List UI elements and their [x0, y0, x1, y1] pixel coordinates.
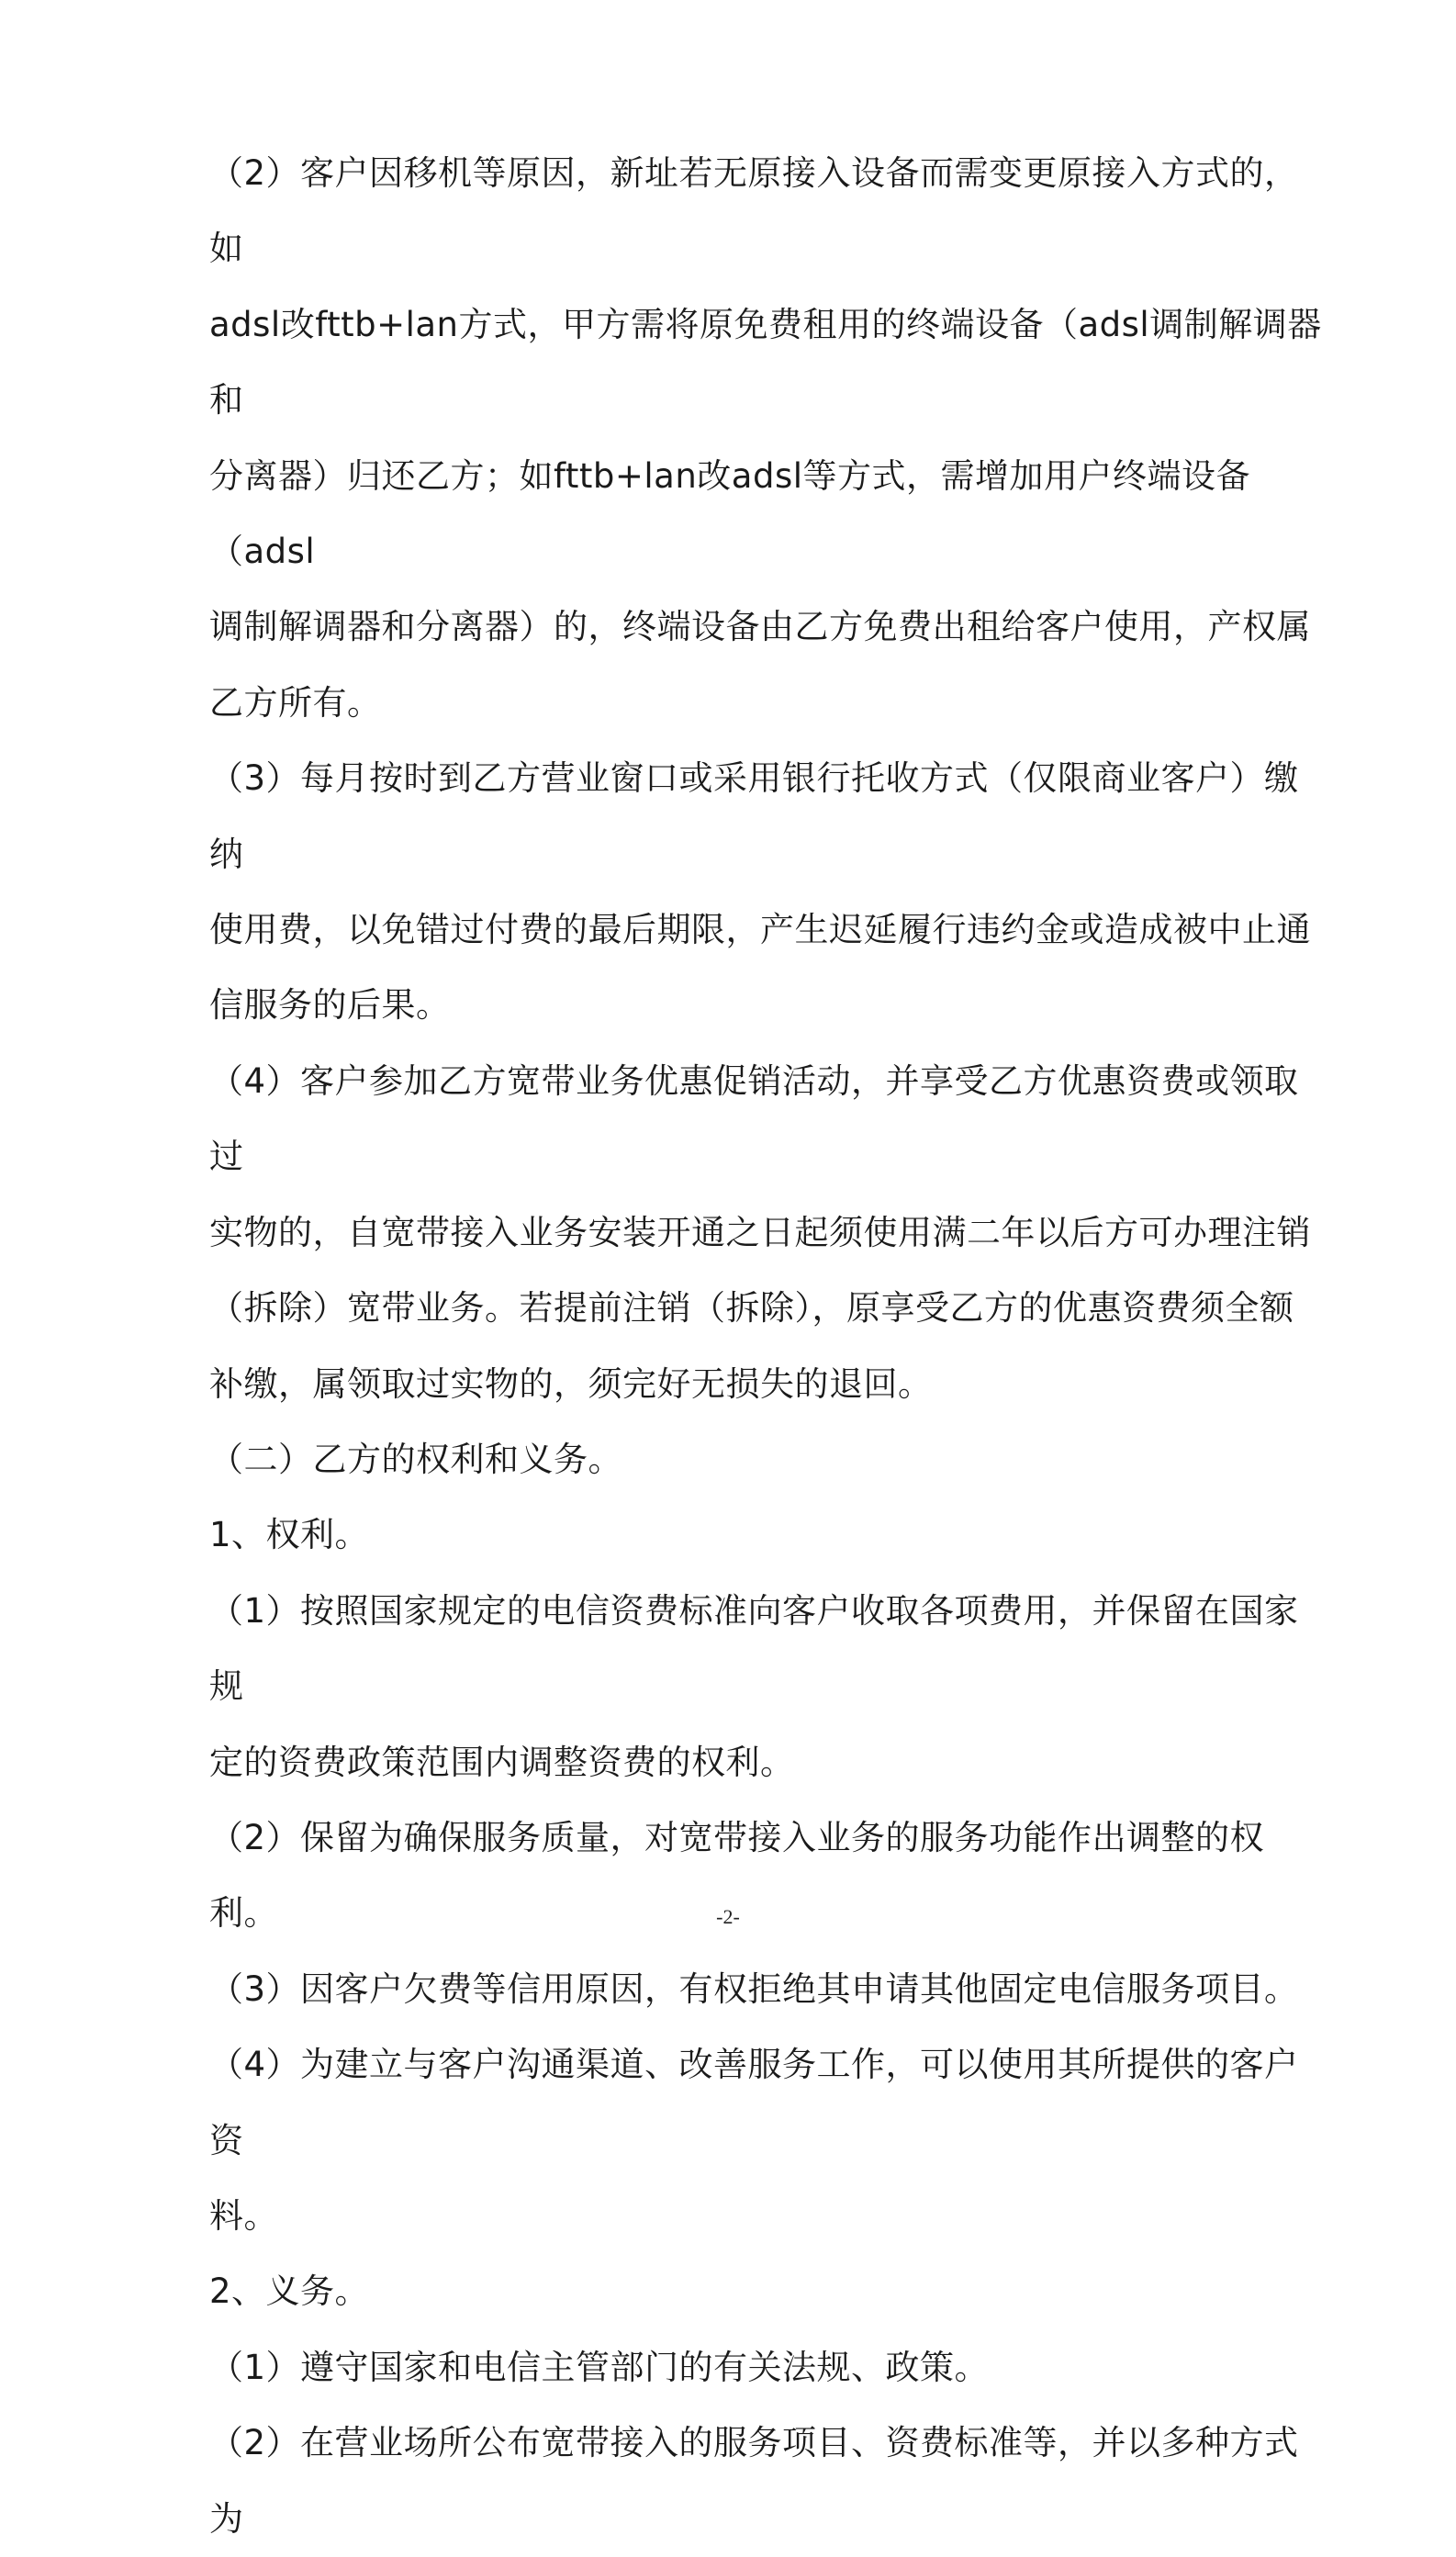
text-line: （1）按照国家规定的电信资费标准向客户收取各项费用，并保留在国家规: [209, 1590, 1299, 1707]
paragraph-item-3-payment: [209, 741, 1322, 1044]
text-line: 1、权利。: [209, 1515, 370, 1555]
subheading-rights: [209, 1497, 1322, 1573]
text-line: 调制解调器和分离器）的，终端设备由乙方免费出租给客户使用，产权属: [209, 607, 1311, 647]
paragraph-rights-1: [209, 1574, 1322, 1800]
paragraph-obligations-2: [209, 2406, 1322, 2557]
page-number: -2-: [716, 1905, 740, 1928]
text-line: （二）乙方的权利和义务。: [209, 1439, 622, 1479]
text-line: 实物的，自宽带接入业务安装开通之日起须使用满二年以后方可办理注销: [209, 1212, 1311, 1252]
text-line: 补缴，属领取过实物的，须完好无损失的退回。: [209, 1363, 933, 1404]
paragraph-item-2-relocation: [209, 136, 1322, 741]
section-heading-party-b: [209, 1422, 1322, 1497]
text-line: （1）遵守国家和电信主管部门的有关法规、政策。: [209, 2347, 990, 2387]
paragraph-rights-2: [209, 1800, 1322, 1952]
text-line: （4）为建立与客户沟通渠道、改善服务工作，可以使用其所提供的客户资: [209, 2045, 1299, 2160]
paragraph-obligations-1: [209, 2330, 1322, 2406]
subheading-obligations: [209, 2254, 1322, 2329]
text-line: 分离器）归还乙方；如fttb+lan改adsl等方式，需增加用户终端设备（adsl: [209, 455, 1250, 572]
text-line: （拆除）宽带业务。若提前注销（拆除），原享受乙方的优惠资费须全额: [209, 1288, 1294, 1329]
text-line: （3）因客户欠费等信用原因，有权拒绝其申请其他固定电信服务项目。: [209, 1968, 1299, 2009]
text-line: 使用费，以免错过付费的最后期限，产生迟延履行违约金或造成被中止通: [209, 910, 1311, 950]
text-line: （3）每月按时到乙方营业窗口或采用银行托收方式（仅限商业客户）缴纳: [209, 758, 1299, 874]
text-line: （4）客户参加乙方宽带业务优惠促销活动，并享受乙方优惠资费或领取过: [209, 1060, 1299, 1177]
text-line: （2）客户因移机等原因，新址若无原接入设备而需变更原接入方式的，如: [209, 153, 1299, 269]
text-line: 乙方所有。: [209, 682, 382, 723]
paragraph-item-4-promotion: [209, 1044, 1322, 1422]
paragraph-rights-4: [209, 2027, 1322, 2254]
text-line: 信服务的后果。: [209, 985, 451, 1026]
text-line: （2）保留为确保服务质量，对宽带接入业务的服务功能作出调整的权利。: [209, 1817, 1265, 1934]
text-line: 料。: [209, 2195, 278, 2236]
text-line: 定的资费政策范围内调整资费的权利。: [209, 1742, 795, 1782]
text-line: （2）在营业场所公布宽带接入的服务项目、资费标准等，并以多种方式为: [209, 2423, 1299, 2539]
text-line: 2、义务。: [209, 2271, 370, 2312]
contract-body: [209, 136, 1322, 2557]
paragraph-rights-3: [209, 1952, 1322, 2027]
text-line: adsl改fttb+lan方式，甲方需将原免费租用的终端设备（adsl调制解调器和: [209, 304, 1322, 421]
